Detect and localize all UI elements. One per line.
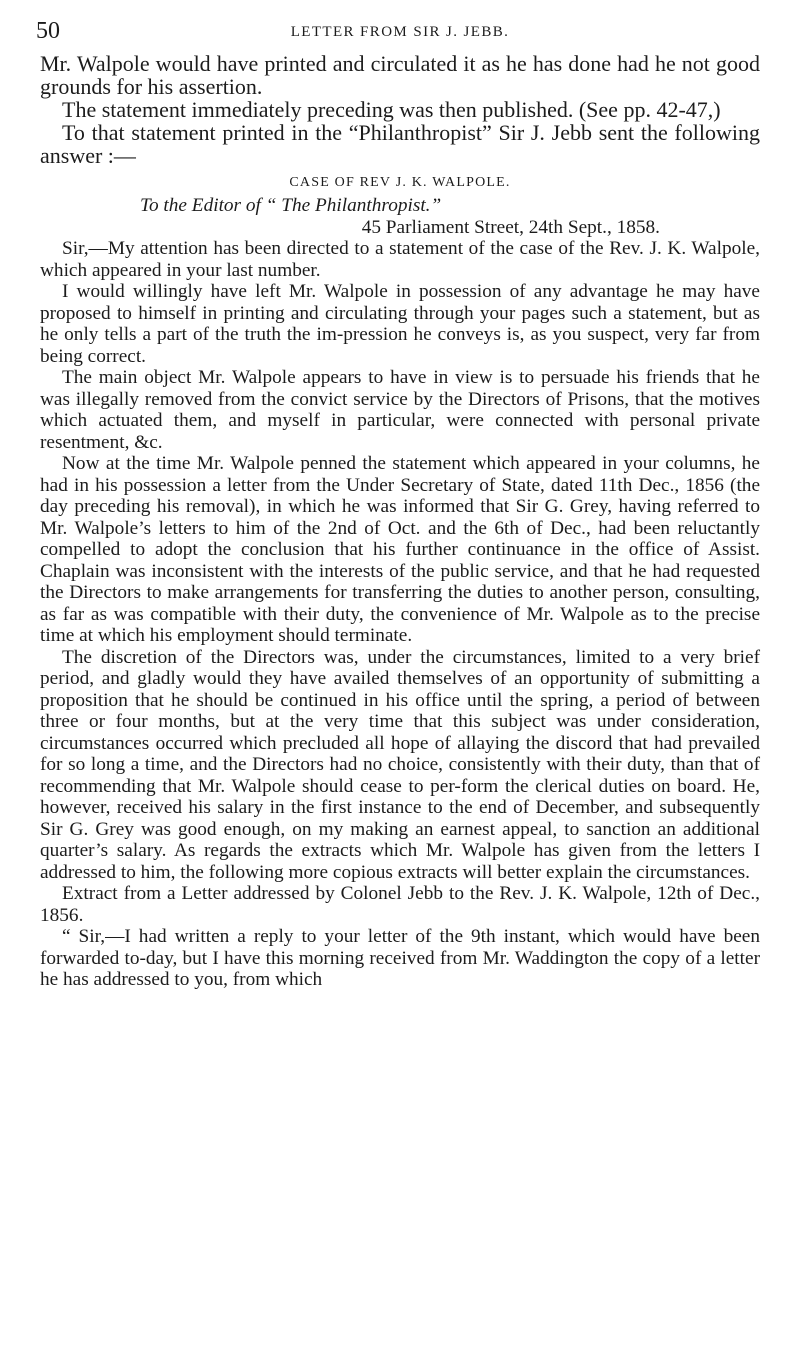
case-heading: CASE OF REV J. K. WALPOLE.	[289, 175, 511, 190]
page-body	[40, 52, 760, 991]
body-paragraph: Mr. Walpole would have printed and circulated it as he has done had he not good grounds for his assertion.	[40, 51, 760, 99]
letter-paragraph: Now at the time Mr. Walpole penned the statement which appeared in your columns, he had in his possession a letter from the Under Secretary of State, dated 11th Dec., 1856 (the day preceding his removal), in which he was informed that Sir G. Grey, having referred to Mr. Walpole’s letters to him of the 2nd of Oct. and the 6th of Dec., had been reluctantly compelled to adopt the conclusion that his further continuance in the office of Assist. Chaplain was inconsistent with the interests of the public service, and that he had requested the Directors to make arrangements for transferring the duties to another person, consulting, as far as was compatible with their duty, the convenience of Mr. Walpole as to the precise time at which his employment should terminate.	[40, 453, 760, 646]
page-header	[36, 16, 764, 46]
letter-paragraph: The discretion of the Directors was, under the circumstances, limited to a very brief period, and gladly would they have availed themselves of an opportunity of submitting a proposition that he should be continued in his office until the spring, a period of between three or four months, but at the very time that this subject was under consideration, circumstances occurred which precluded all hope of allaying the discord that had prevailed for so long a time, and the Directors had no choice, consistently with their duty, than that of recommending that Mr. Walpole should cease to per-form the clerical duties on board. He, however, received his salary in the first instance to the end of December, and subsequently Sir G. Grey was good enough, on my making an earnest appeal, to sanction an additional quarter’s salary. As regards the extracts which Mr. Walpole has given from the letters I addressed to him, the following more copious extracts will better explain the circumstances.	[40, 646, 760, 883]
body-paragraph: The statement immediately preceding was then published. (See pp. 42-47,)	[62, 97, 721, 122]
letter-paragraph: I would willingly have left Mr. Walpole in possession of any advantage he may have proposed to himself in printing and circulating through your pages such a statement, but as he only tells a part of the truth the im-pression he conveys is, as you suspect, very far from being correct.	[40, 281, 760, 367]
running-head: LETTER FROM SIR J. JEBB.	[290, 24, 510, 40]
page-number: 50	[36, 18, 60, 44]
letter-paragraph: Extract from a Letter addressed by Colonel Jebb to the Rev. J. K. Walpole, 12th of Dec., 1856.	[40, 883, 760, 926]
body-paragraph: To that statement printed in the “Philanthropist” Sir J. Jebb sent the following answer :—	[40, 120, 760, 168]
letter-paragraph: “ Sir,—I had written a reply to your letter of the 9th instant, which would have been forwarded to-day, but I have this morning received from Mr. Waddington the copy of a letter he has addressed to you, from which	[40, 926, 760, 990]
dateline: 45 Parliament Street, 24th Sept., 1858.	[361, 216, 660, 238]
letter-paragraph: Sir,—My attention has been directed to a statement of the case of the Rev. J. K. Walpole, which appeared in your last number.	[40, 238, 760, 281]
letter-paragraph: The main object Mr. Walpole appears to have in view is to persuade his friends that he was illegally removed from the convict service by the Directors of Prisons, that the motives which actuated them, and myself in particular, were connected with personal private resentment, &c.	[40, 367, 760, 453]
addressee: To the Editor of “ The Philanthropist.”	[140, 195, 442, 216]
